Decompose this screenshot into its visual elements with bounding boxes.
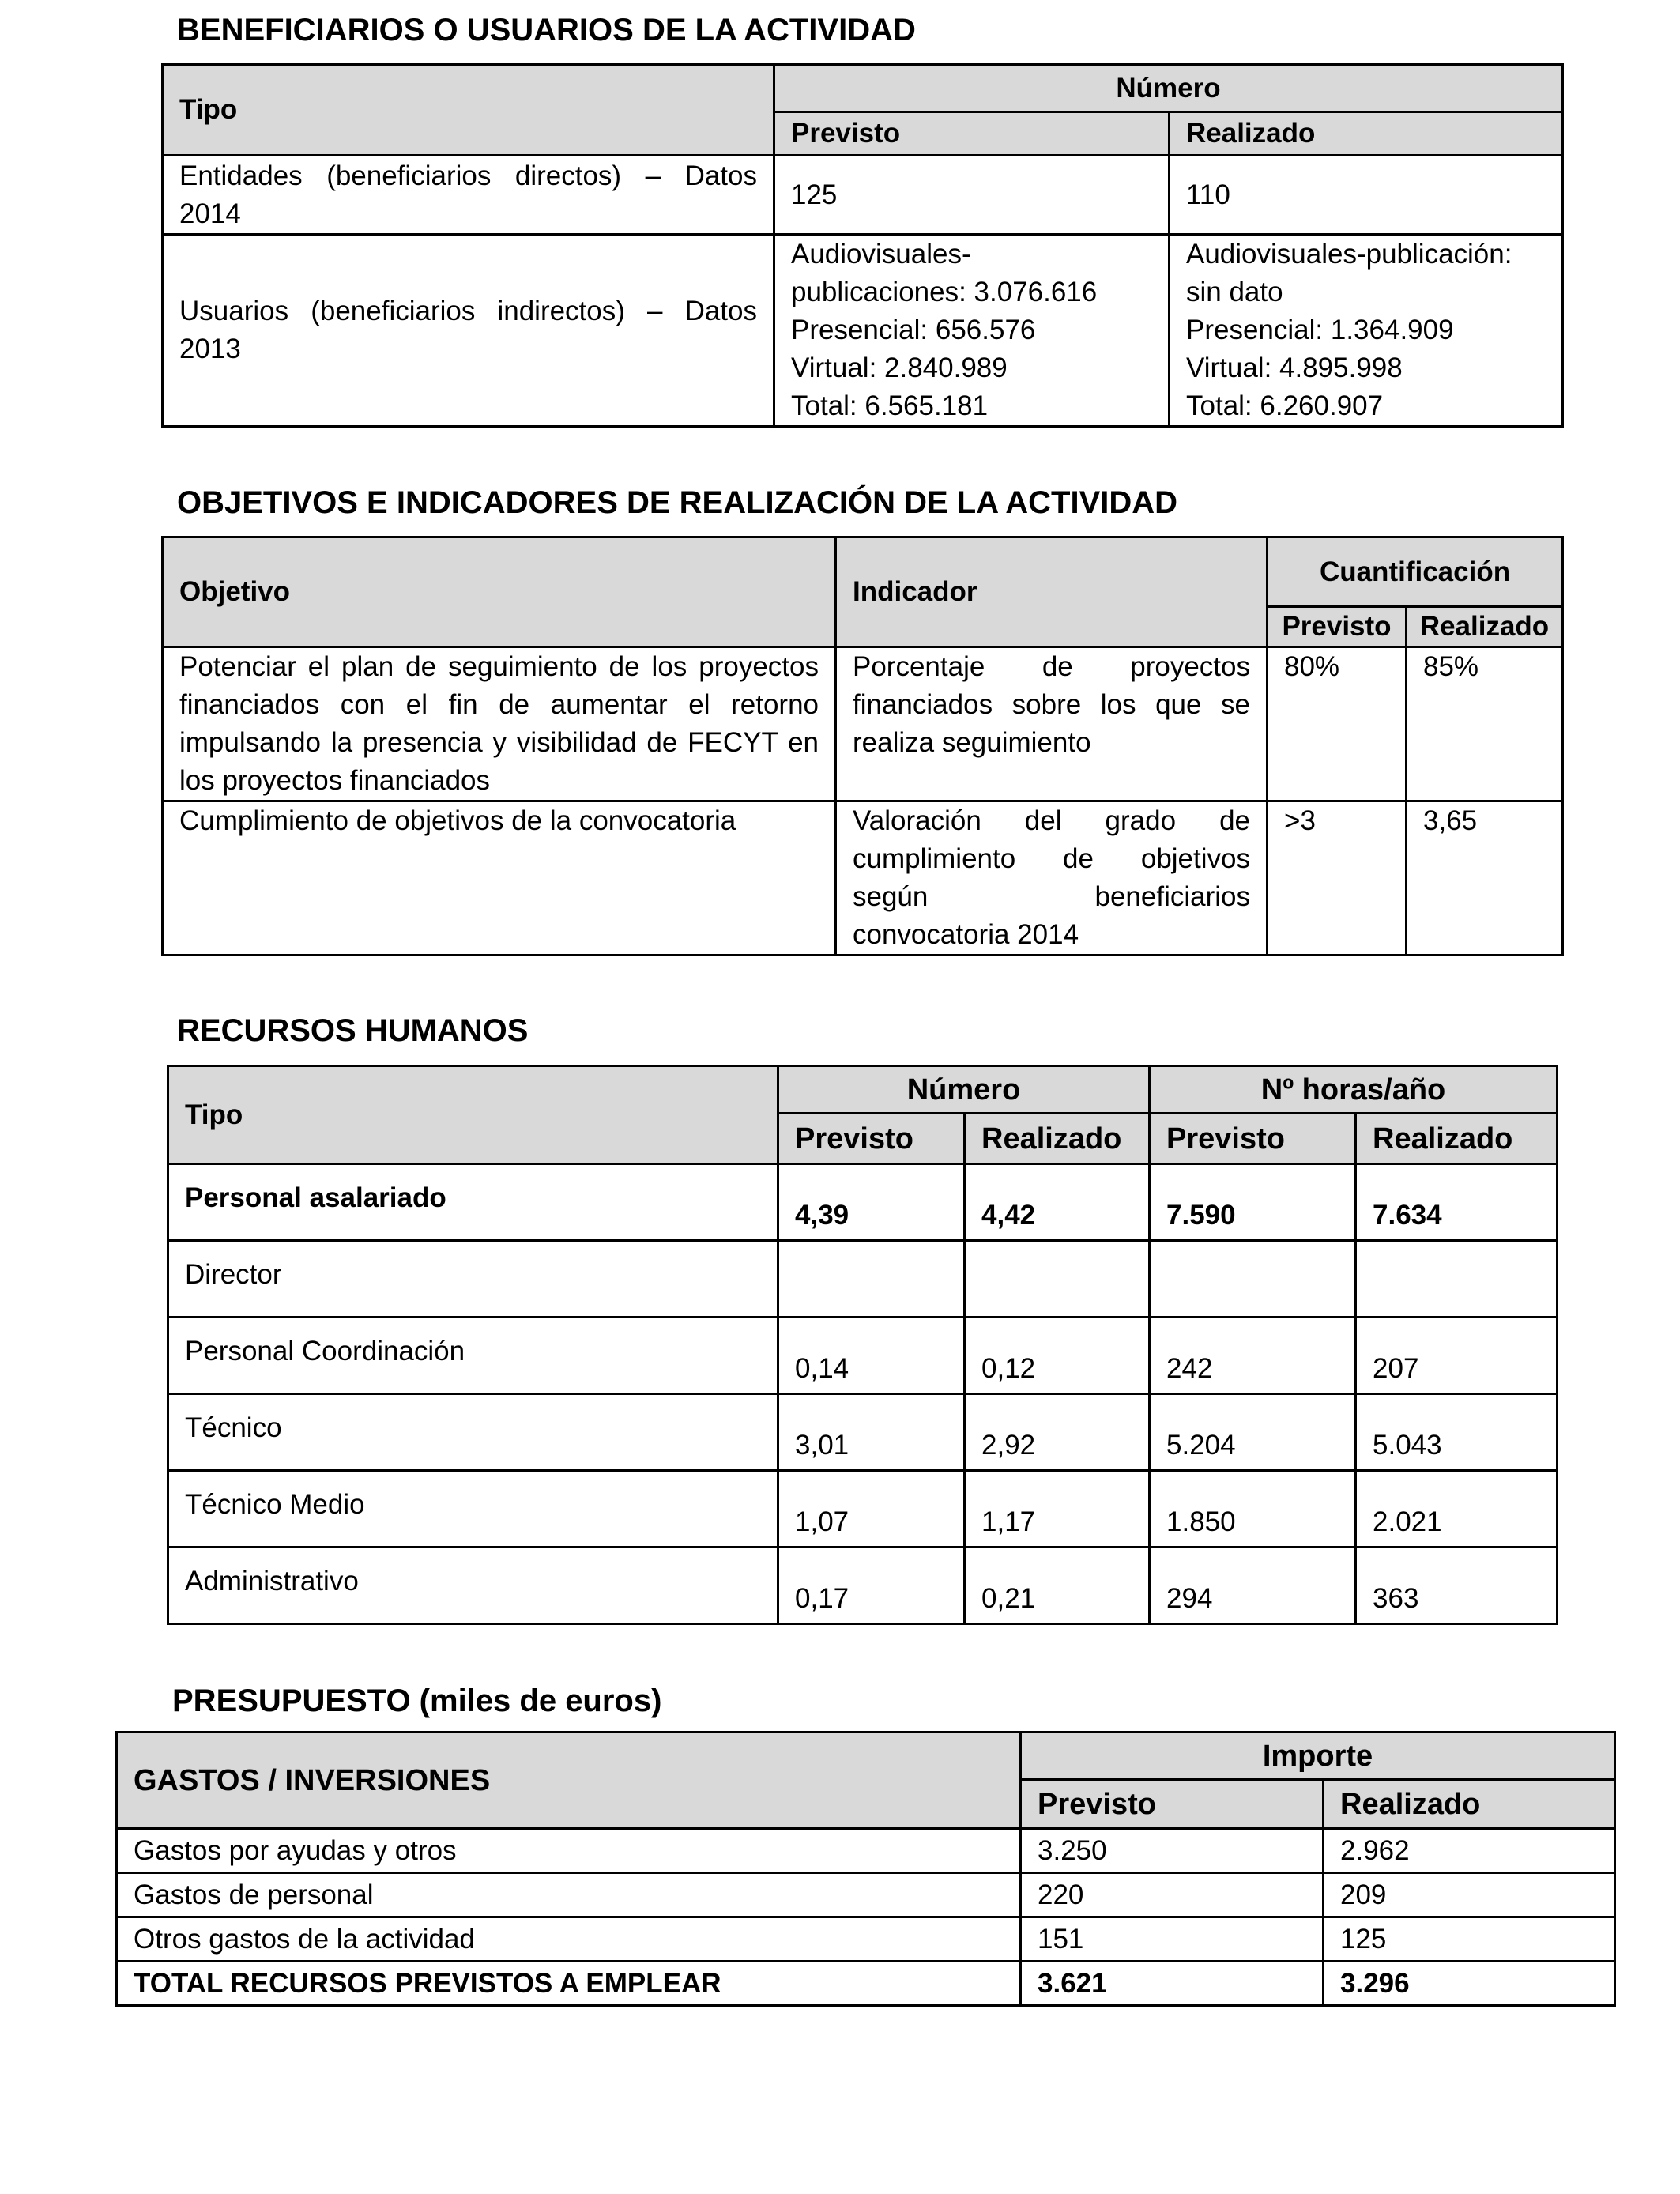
row-objetivo: Potenciar el plan de seguimiento de los proyectos financiados con el fin de aumentar el retorno impulsando la presencia y visibilidad de FECYT en los proyectos financiados	[163, 647, 836, 801]
header-num-previsto: Previsto	[778, 1114, 965, 1164]
table-row	[168, 1241, 1558, 1318]
header-realizado: Realizado	[1407, 607, 1563, 647]
table-row	[163, 647, 1563, 801]
header-numero: Número	[778, 1066, 1150, 1114]
row-horas-realizado: 207	[1356, 1318, 1558, 1394]
row-realizado: 85%	[1407, 647, 1563, 801]
row-previsto: >3	[1268, 801, 1407, 956]
table-row	[117, 1873, 1615, 1917]
table-row-total	[117, 1962, 1615, 2006]
value-line: Audiovisuales-publicación:	[1186, 239, 1512, 270]
header-previsto: Previsto	[1021, 1780, 1324, 1829]
row-tipo: Personal Coordinación	[168, 1318, 778, 1394]
row-previsto	[774, 235, 1170, 427]
value-line: Total: 6.565.181	[791, 390, 989, 421]
row-num-realizado: 0,21	[965, 1547, 1150, 1624]
table-row	[168, 1471, 1558, 1547]
row-horas-previsto: 7.590	[1150, 1164, 1356, 1241]
row-previsto: 80%	[1268, 647, 1407, 801]
row-horas-previsto: 1.850	[1150, 1471, 1356, 1547]
objetivos-title: OBJETIVOS E INDICADORES DE REALIZACIÓN DE LA ACTIVIDAD	[177, 485, 1178, 520]
row-num-previsto: 3,01	[778, 1394, 965, 1471]
row-tipo: Técnico Medio	[168, 1471, 778, 1547]
row-realizado: 2.962	[1324, 1829, 1615, 1873]
row-tipo: Administrativo	[168, 1547, 778, 1624]
header-cuantificacion: Cuantificación	[1268, 537, 1563, 607]
header-num-realizado: Realizado	[965, 1114, 1150, 1164]
row-previsto: 151	[1021, 1917, 1324, 1962]
value-line: Presencial: 656.576	[791, 315, 1036, 345]
table-row	[168, 1318, 1558, 1394]
row-label: TOTAL RECURSOS PREVISTOS A EMPLEAR	[117, 1962, 1021, 2006]
row-realizado	[1170, 235, 1563, 427]
row-objetivo: Cumplimiento de objetivos de la convocatoria	[163, 801, 836, 956]
row-num-previsto: 1,07	[778, 1471, 965, 1547]
row-num-previsto: 0,17	[778, 1547, 965, 1624]
row-label: Gastos de personal	[117, 1873, 1021, 1917]
objetivos-table	[161, 536, 1564, 956]
table-row	[163, 156, 1563, 235]
row-num-realizado: 1,17	[965, 1471, 1150, 1547]
header-previsto: Previsto	[1268, 607, 1407, 647]
row-realizado: 125	[1324, 1917, 1615, 1962]
row-num-realizado: 0,12	[965, 1318, 1150, 1394]
value-line: Audiovisuales-	[791, 239, 971, 270]
recursos-title: RECURSOS HUMANOS	[177, 1013, 529, 1048]
row-tipo: Director	[168, 1241, 778, 1318]
header-gastos: GASTOS / INVERSIONES	[117, 1732, 1021, 1829]
row-previsto: 3.250	[1021, 1829, 1324, 1873]
table-row	[117, 1829, 1615, 1873]
row-num-realizado	[965, 1241, 1150, 1318]
row-tipo: Entidades (beneficiarios directos) – Datos 2014	[163, 156, 774, 235]
value-line: Total: 6.260.907	[1186, 390, 1384, 421]
value-line: sin dato	[1186, 277, 1283, 307]
row-indicador: Valoración del grado de cumplimiento de objetivos según beneficiarios convocatoria 2014	[836, 801, 1268, 956]
header-realizado: Realizado	[1170, 112, 1563, 156]
header-tipo: Tipo	[163, 65, 774, 156]
row-num-previsto: 4,39	[778, 1164, 965, 1241]
row-tipo: Usuarios (beneficiarios indirectos) – Datos 2013	[163, 235, 774, 427]
row-previsto: 125	[774, 156, 1170, 235]
row-indicador: Porcentaje de proyectos financiados sobre los que se realiza seguimiento	[836, 647, 1268, 801]
header-numero: Número	[774, 65, 1563, 112]
header-indicador: Indicador	[836, 537, 1268, 647]
recursos-table	[167, 1065, 1558, 1625]
row-tipo: Personal asalariado	[168, 1164, 778, 1241]
table-row	[168, 1394, 1558, 1471]
row-num-realizado: 2,92	[965, 1394, 1150, 1471]
table-row	[163, 235, 1563, 427]
row-horas-realizado: 5.043	[1356, 1394, 1558, 1471]
row-realizado: 209	[1324, 1873, 1615, 1917]
table-row	[168, 1547, 1558, 1624]
header-realizado: Realizado	[1324, 1780, 1615, 1829]
table-row	[168, 1164, 1558, 1241]
header-previsto: Previsto	[774, 112, 1170, 156]
row-horas-previsto: 242	[1150, 1318, 1356, 1394]
header-horas: Nº horas/año	[1150, 1066, 1558, 1114]
table-row	[163, 801, 1563, 956]
row-horas-previsto: 294	[1150, 1547, 1356, 1624]
row-previsto: 3.621	[1021, 1962, 1324, 2006]
header-tipo: Tipo	[168, 1066, 778, 1164]
row-horas-realizado: 2.021	[1356, 1471, 1558, 1547]
row-num-previsto: 0,14	[778, 1318, 965, 1394]
row-realizado: 3,65	[1407, 801, 1563, 956]
header-horas-realizado: Realizado	[1356, 1114, 1558, 1164]
row-horas-previsto	[1150, 1241, 1356, 1318]
row-horas-realizado	[1356, 1241, 1558, 1318]
value-line: publicaciones: 3.076.616	[791, 277, 1098, 307]
presupuesto-title: PRESUPUESTO (miles de euros)	[172, 1683, 662, 1718]
row-previsto: 220	[1021, 1873, 1324, 1917]
value-line: Presencial: 1.364.909	[1186, 315, 1454, 345]
row-horas-previsto: 5.204	[1150, 1394, 1356, 1471]
value-line: Virtual: 4.895.998	[1186, 352, 1403, 383]
presupuesto-table	[115, 1731, 1616, 2007]
row-tipo: Técnico	[168, 1394, 778, 1471]
value-line: Virtual: 2.840.989	[791, 352, 1008, 383]
table-row	[117, 1917, 1615, 1962]
row-realizado: 110	[1170, 156, 1563, 235]
beneficiarios-table	[161, 63, 1564, 428]
header-importe: Importe	[1021, 1732, 1615, 1780]
header-horas-previsto: Previsto	[1150, 1114, 1356, 1164]
row-label: Gastos por ayudas y otros	[117, 1829, 1021, 1873]
row-horas-realizado: 7.634	[1356, 1164, 1558, 1241]
header-objetivo: Objetivo	[163, 537, 836, 647]
row-num-realizado: 4,42	[965, 1164, 1150, 1241]
row-num-previsto	[778, 1241, 965, 1318]
beneficiarios-title: BENEFICIARIOS O USUARIOS DE LA ACTIVIDAD	[177, 13, 916, 47]
row-horas-realizado: 363	[1356, 1547, 1558, 1624]
row-realizado: 3.296	[1324, 1962, 1615, 2006]
row-label: Otros gastos de la actividad	[117, 1917, 1021, 1962]
